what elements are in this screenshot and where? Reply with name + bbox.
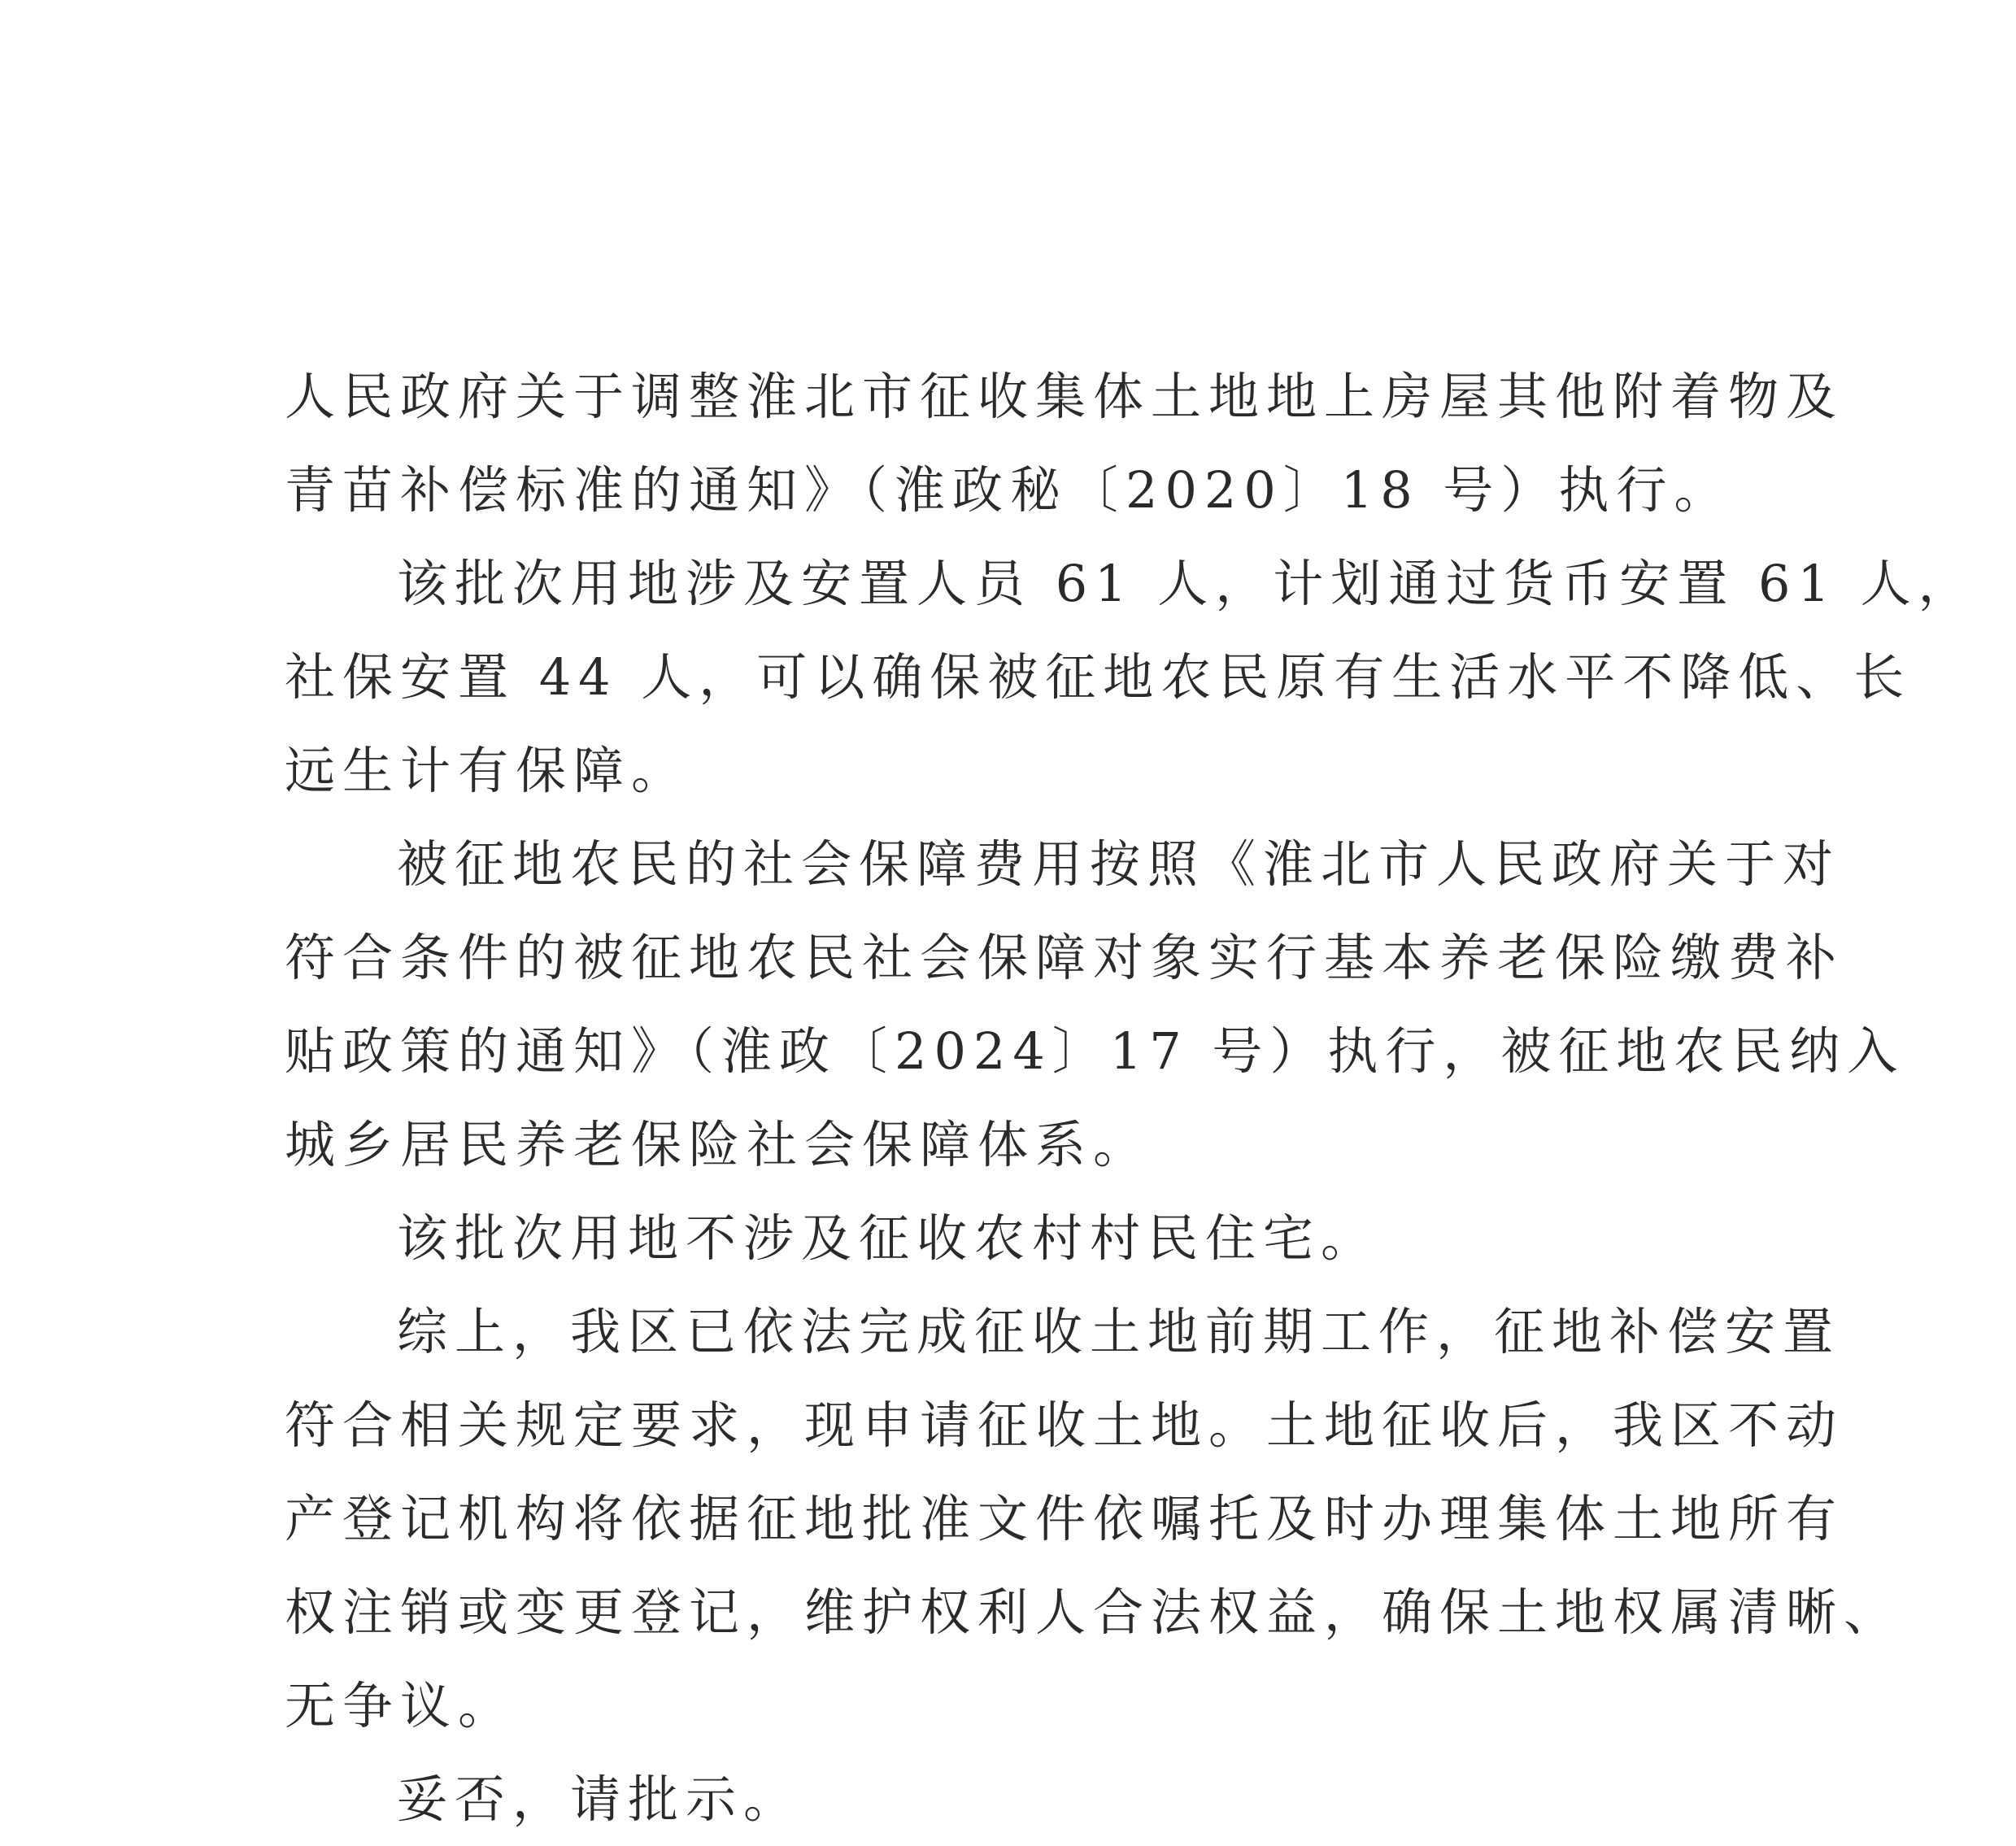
text-line: 被征地农民的社会保障费用按照《淮北市人民政府关于对 — [397, 834, 1841, 894]
text-line: 产登记机构将依据征地批准文件依嘱托及时办理集体土地所有 — [285, 1489, 1844, 1548]
paragraph-summary — [285, 1285, 1902, 1752]
text-line: 该批次用地涉及安置人员 61 人，计划通过货币安置 61 人， — [397, 554, 1976, 613]
paragraph-resettlement — [285, 537, 1976, 817]
text-line: 社保安置 44 人，可以确保被征地农民原有生活水平不降低、长 — [285, 647, 1912, 707]
document-body — [285, 350, 1976, 1846]
text-line: 贴政策的通知》（淮政〔2024〕17 号）执行，被征地农民纳入 — [285, 1021, 1905, 1081]
paragraph-housing — [285, 1191, 1789, 1285]
text-line: 远生计有保障。 — [285, 741, 690, 800]
text-line: 符合相关规定要求，现申请征收土地。土地征收后，我区不动 — [285, 1395, 1844, 1455]
text-line: 综上，我区已依法完成征收土地前期工作，征地补偿安置 — [397, 1302, 1841, 1361]
paragraph-compensation-standard — [285, 350, 1844, 537]
text-line: 青苗补偿标准的通知》（淮政秘〔2020〕18 号）执行。 — [285, 460, 1732, 520]
text-line: 符合条件的被征地农民社会保障对象实行基本养老保险缴费补 — [285, 928, 1844, 987]
paragraph-closing — [285, 1752, 1789, 1846]
text-line: 该批次用地不涉及征收农村村民住宅。 — [397, 1208, 1379, 1268]
text-line: 城乡居民养老保险社会保障体系。 — [285, 1115, 1152, 1174]
text-line: 人民政府关于调整淮北市征收集体土地地上房屋其他附着物及 — [285, 367, 1844, 426]
text-line: 权注销或变更登记，维护权利人合法权益，确保土地权属清晰、 — [285, 1583, 1902, 1642]
closing-request: 妥否，请批示。 — [397, 1770, 802, 1829]
paragraph-social-security — [285, 817, 1905, 1191]
text-line: 无争议。 — [285, 1676, 516, 1735]
